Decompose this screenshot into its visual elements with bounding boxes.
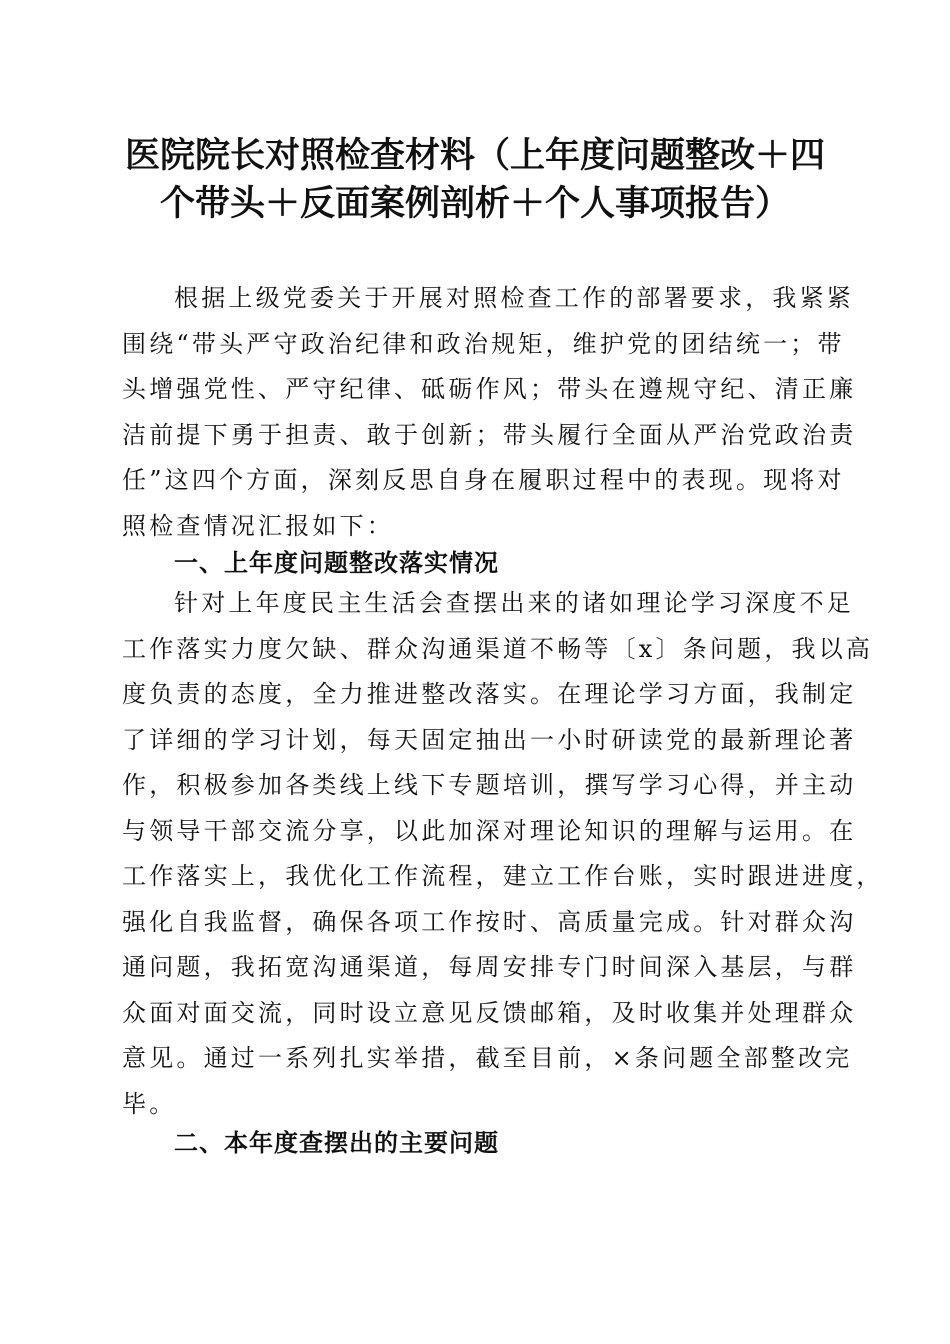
section1-line-2: 工作落实力度欠缺、群众沟通渠道不畅等〔x〕条问题，我以高 [122, 634, 874, 663]
section2-heading: 二、本年度查摆出的主要问题 [174, 1129, 499, 1157]
section1-heading: 一、上年度问题整改落实情况 [174, 549, 499, 577]
document-title [100, 132, 850, 228]
section1-line-10: 众面对面交流，同时设立意见反馈邮箱，及时收集并处理群众 [122, 998, 857, 1027]
intro-paragraph [122, 276, 857, 549]
section1-line-8: 强化自我监督，确保各项工作按时、高质量完成。针对群众沟 [122, 907, 857, 936]
section1-line-5: 作，积极参加各类线上线下专题培训，撰写学习心得，并主动 [122, 771, 857, 799]
section1-line-11: 意见。通过一系列扎实举措，截至目前，×条问题全部整改完 [122, 1044, 853, 1072]
section1-line-3: 度负责的态度，全力推进整改落实。在理论学习方面，我制定 [122, 680, 857, 708]
section1-line-1: 针对上年度民主生活会查摆出来的诸如理论学习深度不足 [174, 589, 854, 617]
section1-line-7: 工作落实上，我优化工作流程，建立工作台账，实时跟进进度， [122, 862, 884, 890]
intro-line-2: 围绕“带头严守政治纪律和政治规矩，维护党的团结统一；带 [122, 329, 845, 358]
title-line-1: 医院院长对照检查材料（上年度问题整改＋四 [124, 135, 825, 176]
section1-paragraph [122, 581, 884, 1127]
intro-line-6: 照检查情况汇报如下： [122, 511, 394, 540]
intro-line-5: 任”这四个方面，深刻反思自身在履职过程中的表现。现将对 [122, 466, 845, 494]
intro-line-1: 根据上级党委关于开展对照检查工作的部署要求，我紧紧 [174, 284, 854, 312]
section1-line-12: 毕。 [122, 1089, 177, 1118]
section1-line-9: 通问题，我拓宽沟通渠道，每周安排专门时间深入基层，与群 [122, 953, 857, 981]
intro-line-4: 洁前提下勇于担责、敢于创新；带头履行全面从严治党政治责 [122, 420, 857, 449]
section1-line-4: 了详细的学习计划，每天固定抽出一小时研读党的最新理论著 [122, 725, 857, 754]
intro-line-3: 头增强党性、严守纪律、砥砺作风；带头在遵规守纪、清正廉 [122, 375, 857, 403]
title-line-2: 个带头＋反面案例剖析＋个人事项报告） [159, 183, 790, 224]
section1-line-6: 与领导干部交流分享，以此加深对理论知识的理解与运用。在 [122, 816, 857, 845]
